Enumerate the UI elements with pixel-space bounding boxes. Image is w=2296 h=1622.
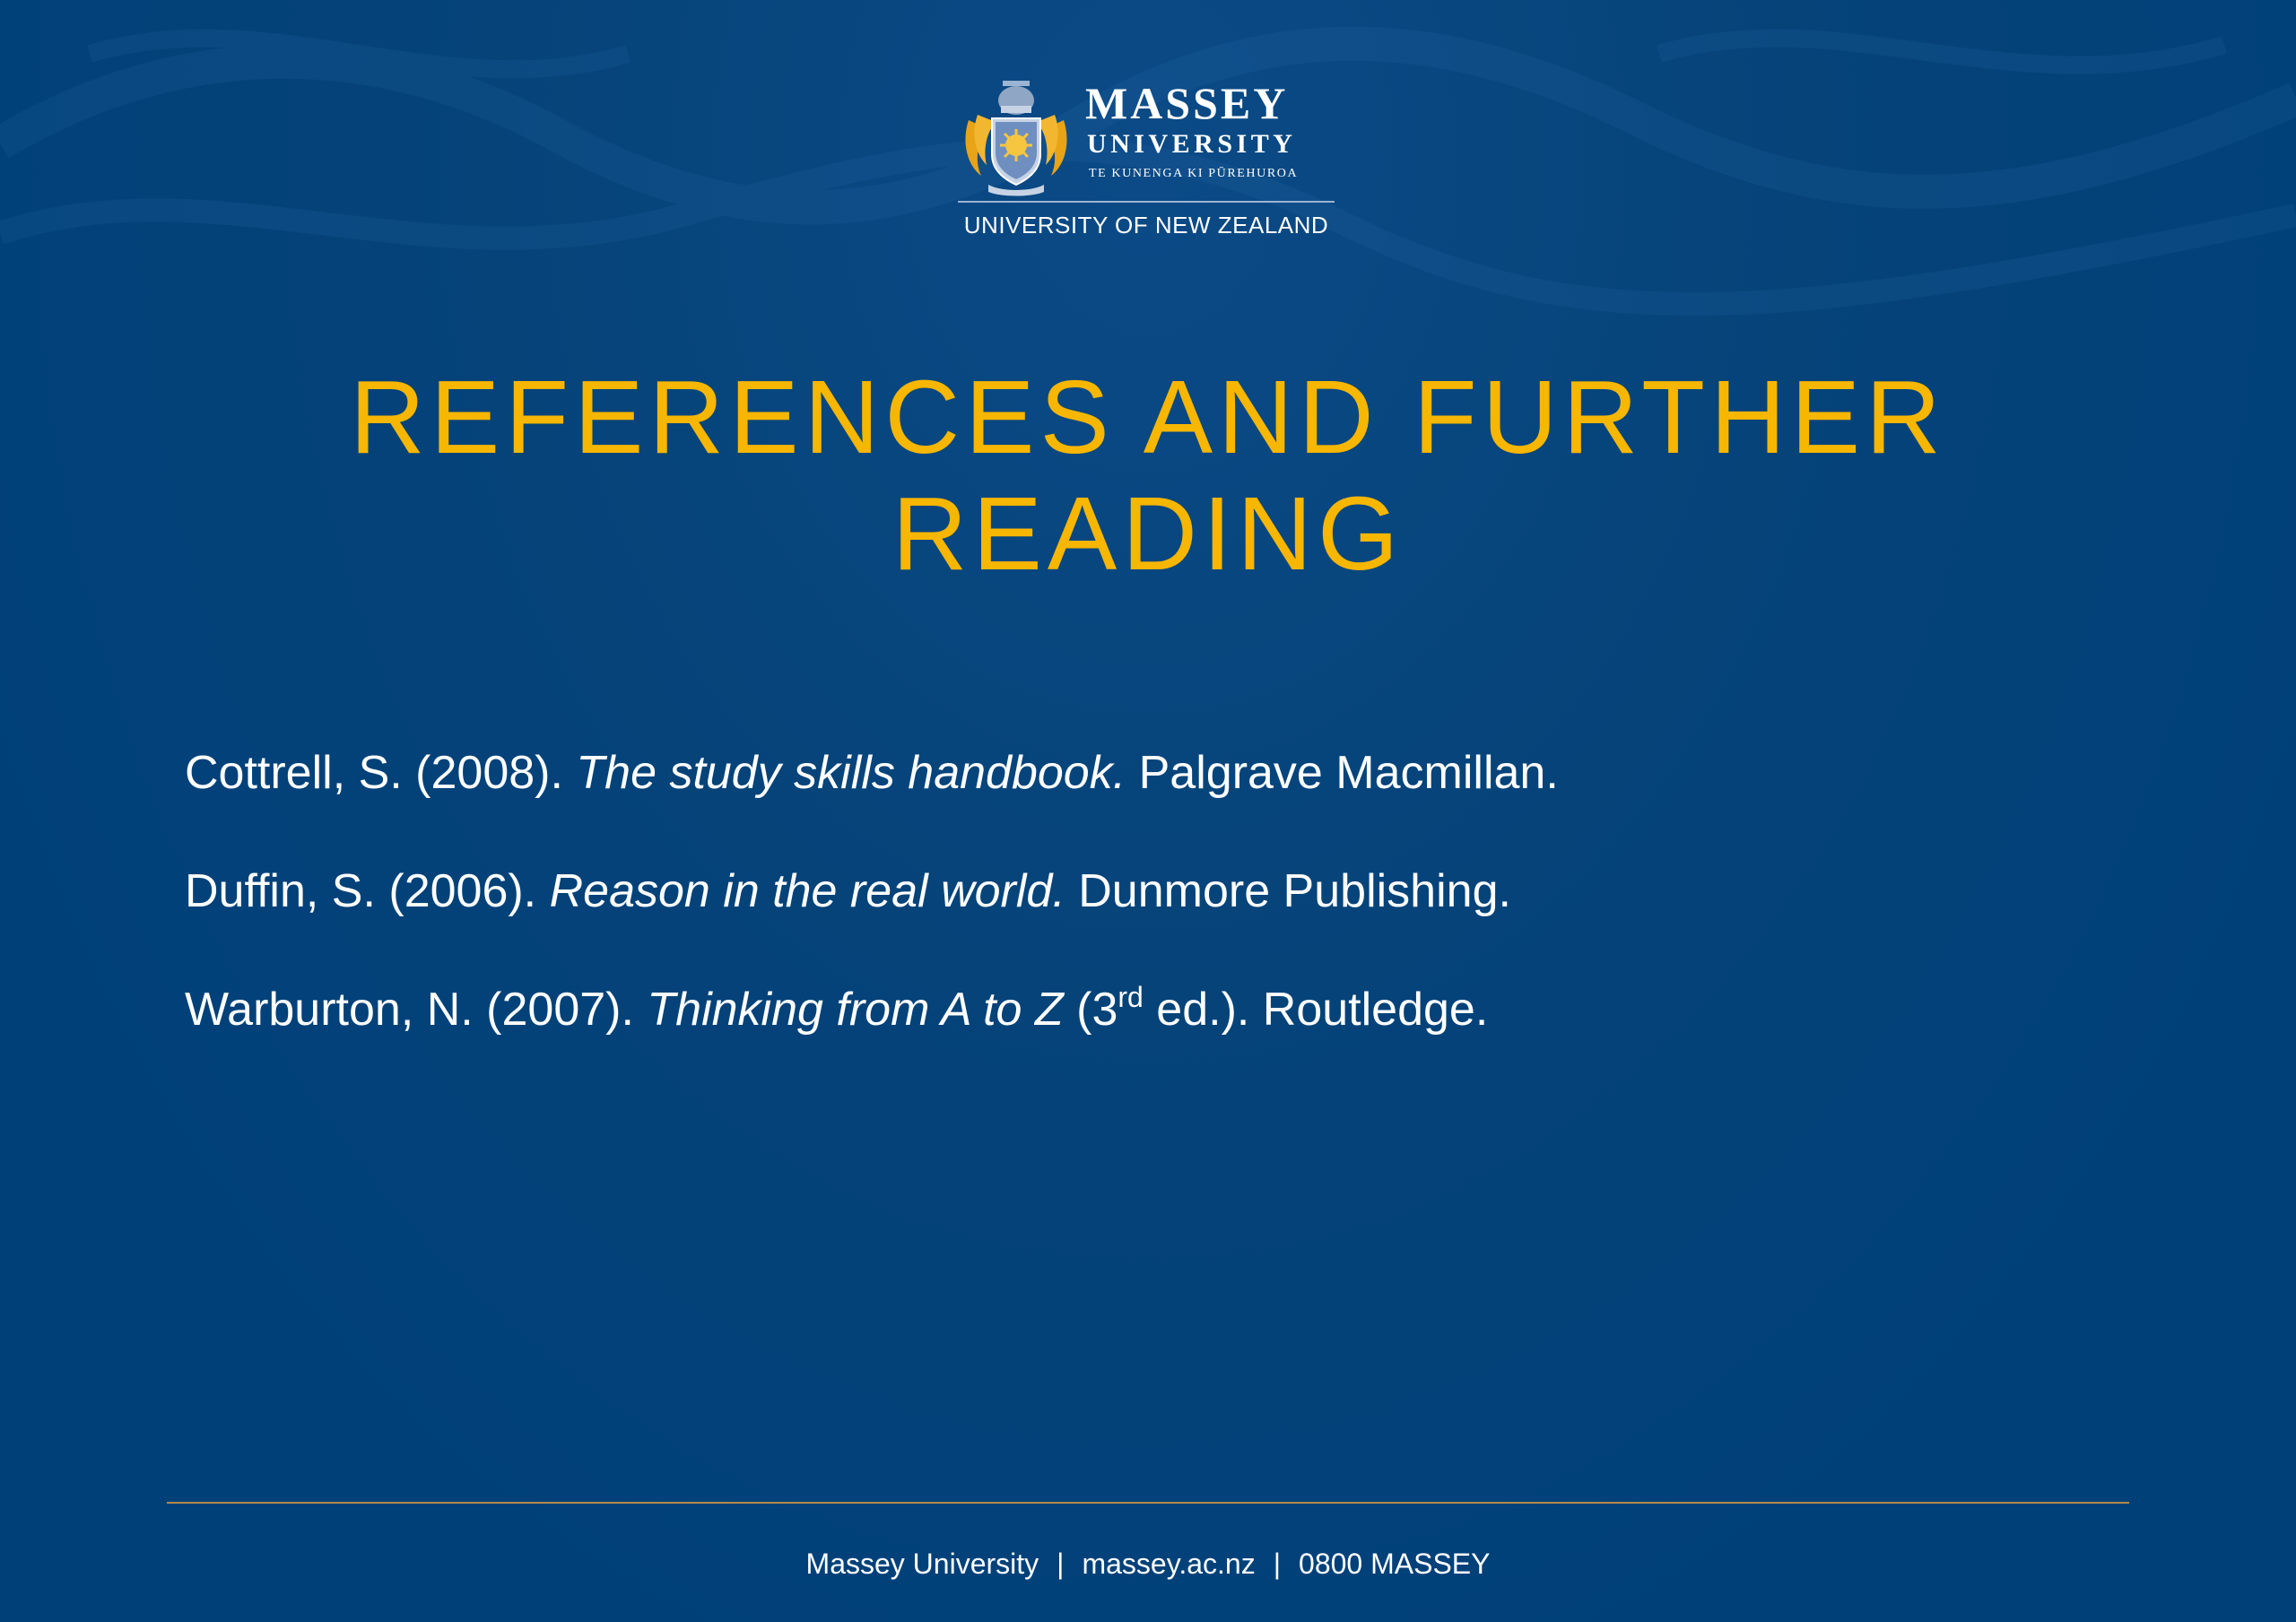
footer-phone: 0800 MASSEY [1299,1548,1491,1580]
reference-publisher: ed.). Routledge. [1143,984,1489,1036]
reference-title: The study skills handbook. [576,747,1126,799]
reference-author-year: Duffin, S. (2006). [185,865,550,917]
logo-maori-motto: TE KUNENGA KI PŪREHUROA [1089,167,1299,180]
footer-org: Massey University [805,1548,1039,1580]
reference-item [185,981,2068,1038]
massey-logo [958,75,1338,246]
reference-edition-superscript: rd [1118,981,1144,1013]
footer-separator: | [1273,1548,1282,1580]
slide-title: REFERENCES AND FURTHER READING [350,359,1946,592]
crest-icon [961,79,1071,197]
reference-title: Thinking from A to Z [647,984,1064,1036]
logo-subtitle: UNIVERSITY [1087,129,1297,159]
reference-publisher: Dunmore Publishing. [1065,865,1511,917]
reference-author-year: Warburton, N. (2007). [185,984,648,1036]
footer-divider [167,1502,2129,1504]
footer-website: massey.ac.nz [1082,1548,1256,1580]
reference-title: Reason in the real world. [549,865,1065,917]
logo-divider [958,201,1335,203]
reference-item [185,744,2068,802]
reference-publisher: Palgrave Macmillan. [1126,747,1559,799]
reference-edition-pre: (3 [1063,984,1118,1036]
reference-author-year: Cottrell, S. (2008). [185,747,577,799]
footer [0,1546,2296,1582]
footer-separator: | [1057,1548,1065,1580]
logo-tagline: UNIVERSITY OF NEW ZEALAND [963,212,1329,239]
reference-item [185,863,2068,920]
logo-wordmark: MASSEY [1085,78,1289,128]
reference-list [185,744,2068,1099]
